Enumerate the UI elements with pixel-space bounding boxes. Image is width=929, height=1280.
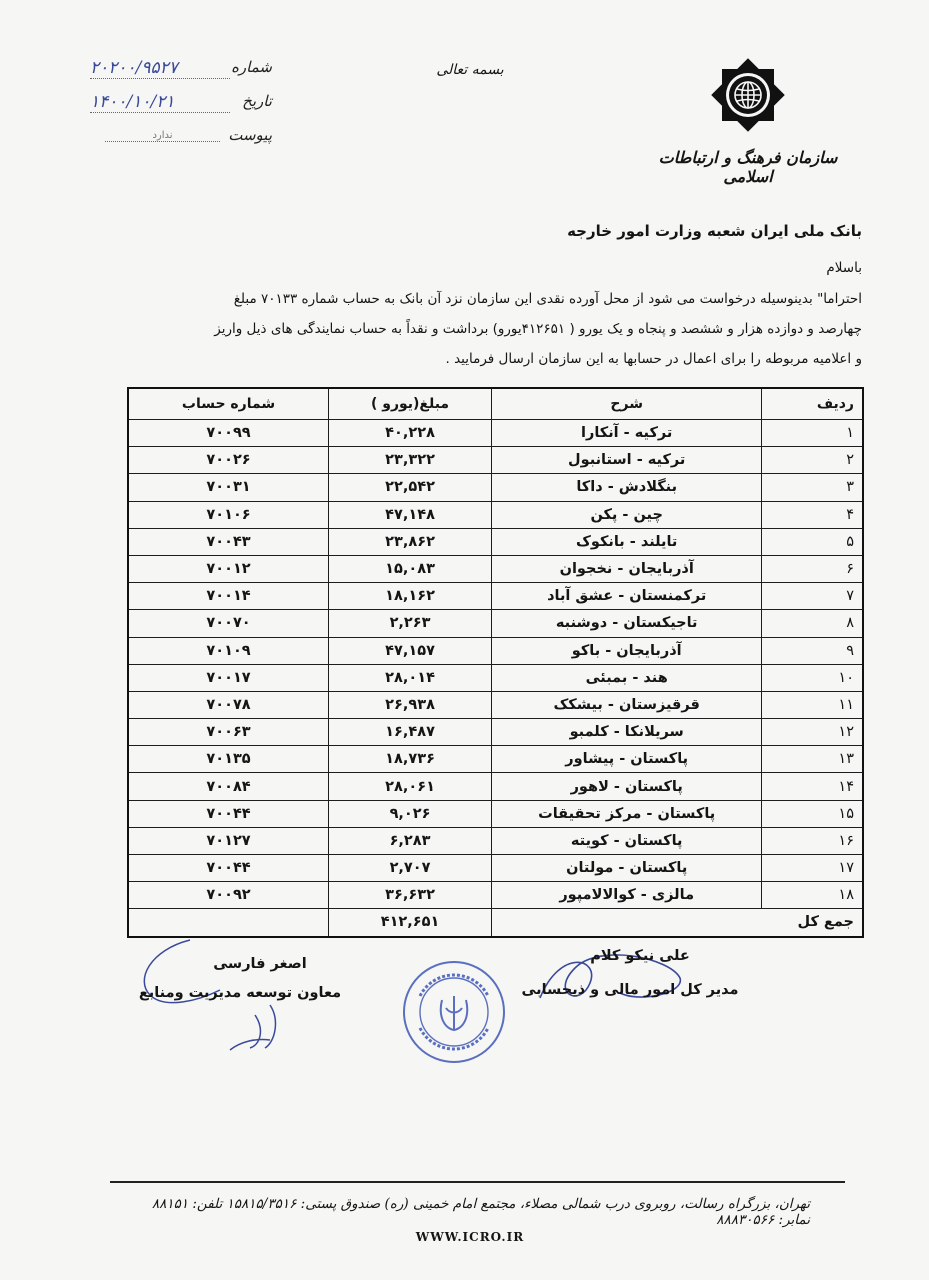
description-cell: مالزی - کوالالامپور bbox=[492, 882, 762, 909]
row-number-cell: ۱۷ bbox=[762, 855, 863, 882]
amount-cell: ۱۸,۷۳۶ bbox=[329, 746, 492, 773]
table-row bbox=[128, 691, 863, 718]
amount-cell: ۲,۷۰۷ bbox=[329, 855, 492, 882]
table-row bbox=[128, 555, 863, 582]
meta-number-row bbox=[80, 58, 230, 80]
amount-cell: ۴۰,۲۲۸ bbox=[329, 420, 492, 447]
account-number-cell: ۷۰۱۰۹ bbox=[128, 637, 329, 664]
table-row bbox=[128, 583, 863, 610]
meta-date-label: تاریخ bbox=[242, 92, 272, 110]
table-row bbox=[128, 827, 863, 854]
header-account-number: شماره حساب bbox=[128, 388, 329, 420]
meta-attachment-value: ندارد bbox=[105, 130, 220, 142]
account-number-cell: ۷۰۰۴۴ bbox=[128, 855, 329, 882]
row-number-cell: ۱۸ bbox=[762, 882, 863, 909]
signer-right-name: علی نیکو کلام bbox=[590, 948, 690, 964]
description-cell: آذربایجان - باکو bbox=[492, 637, 762, 664]
account-number-cell: ۷۰۰۷۰ bbox=[128, 610, 329, 637]
footer-divider bbox=[110, 1181, 845, 1183]
description-cell: بنگلادش - داکا bbox=[492, 474, 762, 501]
description-cell: چین - پکن bbox=[492, 501, 762, 528]
table-row bbox=[128, 746, 863, 773]
account-number-cell: ۷۰۰۲۶ bbox=[128, 447, 329, 474]
row-number-cell: ۸ bbox=[762, 610, 863, 637]
amount-cell: ۹,۰۲۶ bbox=[329, 800, 492, 827]
row-number-cell: ۱۶ bbox=[762, 827, 863, 854]
table-row bbox=[128, 501, 863, 528]
amount-cell: ۱۸,۱۶۲ bbox=[329, 583, 492, 610]
account-number-cell: ۷۰۰۶۳ bbox=[128, 719, 329, 746]
amount-cell: ۲۶,۹۳۸ bbox=[329, 691, 492, 718]
table-row bbox=[128, 664, 863, 691]
row-number-cell: ۱۴ bbox=[762, 773, 863, 800]
row-number-cell: ۱۲ bbox=[762, 719, 863, 746]
paragraph-line: احتراما" بدینوسیله درخواست می شود از محل آورده نقدی این سازمان نزد آن بانک به حساب شماره ۷۰۱۳۳ مبلغ bbox=[233, 291, 862, 307]
row-number-cell: ۴ bbox=[762, 501, 863, 528]
footer-address: تهران، بزرگراه رسالت، روبروی درب شمالی مصلاء، مجتمع امام خمینی (ره) صندوق پستی: ۱۵۸۱۵/۳۵۱۶ تلفن: ۸۸۱۵۱ نمابر: ۸۸۸۳۰۵۶۶ bbox=[151, 1196, 810, 1228]
meta-date-value: ۱۴۰۰/۱۰/۲۱ bbox=[90, 92, 230, 113]
account-number-cell: ۷۰۰۷۸ bbox=[128, 691, 329, 718]
amount-cell: ۱۶,۴۸۷ bbox=[329, 719, 492, 746]
description-cell: پاکستان - مولتان bbox=[492, 855, 762, 882]
paragraph-line: و اعلامیه مربوطه را برای اعمال در حسابها به این سازمان ارسال فرمایید . bbox=[445, 351, 862, 367]
total-amount: ۴۱۲,۶۵۱ bbox=[329, 909, 492, 937]
row-number-cell: ۹ bbox=[762, 637, 863, 664]
organization-name: سازمان فرهنگ و ارتباطات اسلامی bbox=[658, 148, 838, 186]
total-label: جمع کل bbox=[492, 909, 863, 937]
account-number-cell: ۷۰۰۳۱ bbox=[128, 474, 329, 501]
description-cell: تاجیکستان - دوشنبه bbox=[492, 610, 762, 637]
account-number-cell: ۷۰۱۳۵ bbox=[128, 746, 329, 773]
description-cell: پاکستان - پیشاور bbox=[492, 746, 762, 773]
official-stamp-icon bbox=[398, 956, 510, 1068]
account-number-cell: ۷۰۰۹۲ bbox=[128, 882, 329, 909]
row-number-cell: ۲ bbox=[762, 447, 863, 474]
account-number-cell: ۷۰۰۴۳ bbox=[128, 528, 329, 555]
table-header-row bbox=[128, 388, 863, 420]
greeting: باسلام bbox=[826, 260, 862, 276]
paragraph-line: چهارصد و دوازده هزار و ششصد و پنجاه و یک یورو ( ۴۱۲۶۵۱یورو) برداشت و نقداً به حساب نمایندگی های ذیل واریز bbox=[214, 321, 862, 337]
amount-cell: ۶,۲۸۳ bbox=[329, 827, 492, 854]
table-row bbox=[128, 447, 863, 474]
amount-cell: ۲۸,۰۱۴ bbox=[329, 664, 492, 691]
amount-cell: ۴۷,۱۵۷ bbox=[329, 637, 492, 664]
description-cell: قرقیزستان - بیشکک bbox=[492, 691, 762, 718]
description-cell: ترکیه - آنکارا bbox=[492, 420, 762, 447]
amount-cell: ۲۳,۳۲۲ bbox=[329, 447, 492, 474]
amount-cell: ۲,۲۶۳ bbox=[329, 610, 492, 637]
account-number-cell: ۷۰۰۱۲ bbox=[128, 555, 329, 582]
description-cell: ترکمنستان - عشق آباد bbox=[492, 583, 762, 610]
account-number-cell: ۷۰۰۱۴ bbox=[128, 583, 329, 610]
table-row bbox=[128, 528, 863, 555]
header-description: شرح bbox=[492, 388, 762, 420]
amount-cell: ۲۳,۸۶۲ bbox=[329, 528, 492, 555]
table-row bbox=[128, 800, 863, 827]
account-number-cell: ۷۰۰۴۴ bbox=[128, 800, 329, 827]
table-row bbox=[128, 637, 863, 664]
row-number-cell: ۱۱ bbox=[762, 691, 863, 718]
body-paragraph bbox=[120, 284, 862, 374]
amount-cell: ۱۵,۰۸۳ bbox=[329, 555, 492, 582]
signer-left-name: اصغر فارسی bbox=[213, 956, 307, 972]
meta-number-label: شماره bbox=[231, 58, 272, 76]
account-number-cell: ۷۰۰۱۷ bbox=[128, 664, 329, 691]
account-number-cell: ۷۰۰۸۴ bbox=[128, 773, 329, 800]
row-number-cell: ۱۳ bbox=[762, 746, 863, 773]
amount-cell: ۲۸,۰۶۱ bbox=[329, 773, 492, 800]
table-row bbox=[128, 719, 863, 746]
meta-date-row bbox=[80, 92, 230, 114]
header-amount: مبلغ(یورو ) bbox=[329, 388, 492, 420]
signer-right-title: مدیر کل امور مالی و ذیحسابی bbox=[521, 982, 739, 998]
row-number-cell: ۳ bbox=[762, 474, 863, 501]
letter-meta bbox=[80, 50, 270, 150]
table-row bbox=[128, 882, 863, 909]
description-cell: تایلند - بانکوک bbox=[492, 528, 762, 555]
amount-cell: ۴۷,۱۴۸ bbox=[329, 501, 492, 528]
row-number-cell: ۱ bbox=[762, 420, 863, 447]
row-number-cell: ۵ bbox=[762, 528, 863, 555]
description-cell: هند - بمبئی bbox=[492, 664, 762, 691]
meta-attachment-label: پیوست bbox=[228, 126, 272, 144]
table-row bbox=[128, 474, 863, 501]
description-cell: ترکیه - استانبول bbox=[492, 447, 762, 474]
amount-cell: ۳۶,۶۳۲ bbox=[329, 882, 492, 909]
table-row bbox=[128, 855, 863, 882]
account-number-cell: ۷۰۰۹۹ bbox=[128, 420, 329, 447]
account-number-cell: ۷۰۱۲۷ bbox=[128, 827, 329, 854]
row-number-cell: ۱۰ bbox=[762, 664, 863, 691]
row-number-cell: ۶ bbox=[762, 555, 863, 582]
table-row bbox=[128, 773, 863, 800]
header-row-number: ردیف bbox=[762, 388, 863, 420]
organization-logo-icon bbox=[705, 52, 791, 138]
row-number-cell: ۷ bbox=[762, 583, 863, 610]
basmala: بسمه تعالی bbox=[436, 62, 504, 78]
table-body bbox=[128, 420, 863, 909]
meta-number-value: ۲۰۲۰۰/۹۵۲۷ bbox=[90, 58, 230, 79]
description-cell: پاکستان - لاهور bbox=[492, 773, 762, 800]
signer-left-title: معاون توسعه مدیریت ومنابع bbox=[138, 985, 342, 1001]
description-cell: آذربایجان - نخجوان bbox=[492, 555, 762, 582]
transfer-table bbox=[127, 387, 864, 938]
description-cell: پاکستان - کویته bbox=[492, 827, 762, 854]
amount-cell: ۲۲,۵۴۲ bbox=[329, 474, 492, 501]
meta-attachment-row bbox=[80, 126, 230, 148]
description-cell: پاکستان - مرکز تحقیقات bbox=[492, 800, 762, 827]
addressee: بانک ملی ایران شعبه وزارت امور خارجه bbox=[567, 222, 862, 240]
table-row bbox=[128, 420, 863, 447]
description-cell: سریلانکا - کلمبو bbox=[492, 719, 762, 746]
table-row bbox=[128, 610, 863, 637]
account-number-cell: ۷۰۱۰۶ bbox=[128, 501, 329, 528]
row-number-cell: ۱۵ bbox=[762, 800, 863, 827]
footer-website: WWW.ICRO.IR bbox=[415, 1230, 525, 1244]
